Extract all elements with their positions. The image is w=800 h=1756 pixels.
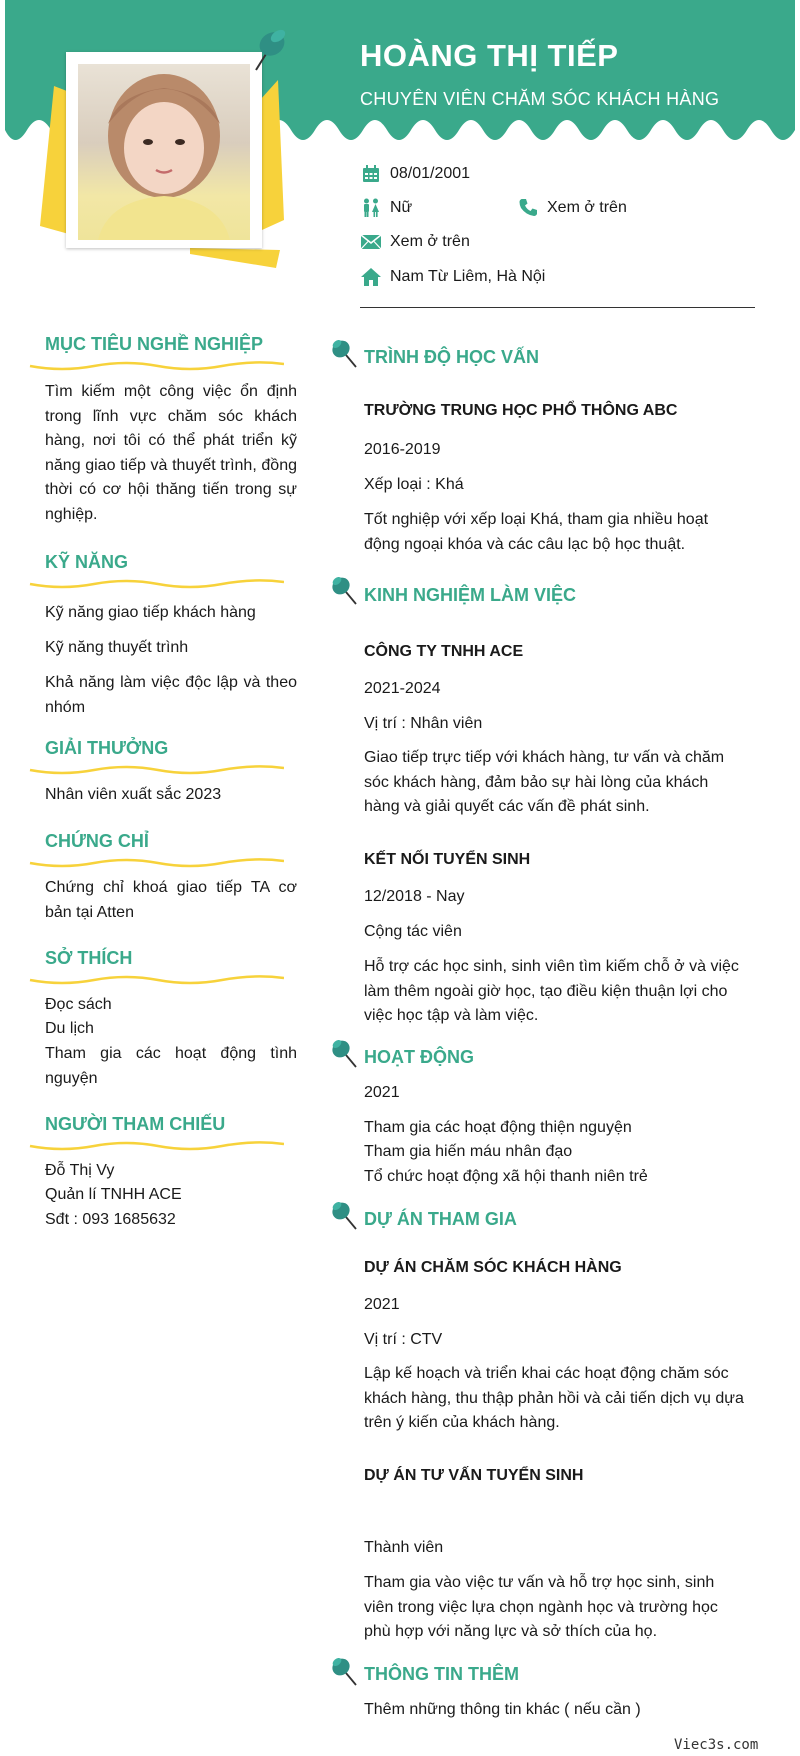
section-underline [28,360,284,372]
project-description: Tham gia vào việc tư vấn và hỗ trợ học sinh, sinh viên trong việc lựa chọn ngành học và trường học phù hợp với năng lực và sở thích của họ. [364,1574,718,1640]
phone-icon [517,198,539,218]
job-title: CHUYÊN VIÊN CHĂM SÓC KHÁCH HÀNG [360,89,720,109]
project-description: Lập kế hoạch và triển khai các hoạt động chăm sóc khách hàng, thu thập phản hồi và cải tiến dịch vụ dựa trên ý kiến của khách hàng. [364,1365,744,1431]
skill-item: Kỹ năng giao tiếp khách hàng [45,604,256,621]
career-goal-heading: MỤC TIÊU NGHỀ NGHIỆP [45,334,264,354]
project-role: Vị trí : CTV [364,1331,443,1348]
activity-item: Tham gia các hoạt động thiện nguyện [364,1119,632,1136]
envelope-icon [360,232,382,252]
hobby-item: Tham gia các hoạt động tình nguyện [45,1045,297,1087]
project-name: DỰ ÁN CHĂM SÓC KHÁCH HÀNG [364,1259,622,1276]
reference-item: Đỗ Thị Vy [45,1162,115,1179]
education-heading: TRÌNH ĐỘ HỌC VẤN [364,347,539,367]
education-grade: Xếp loại : Khá [364,476,464,493]
birthday-value: 08/01/2001 [390,165,471,182]
education-description: Tốt nghiệp với xếp loại Khá, tham gia nhiều hoạt động ngoại khóa và các câu lạc bộ học thuật. [364,511,709,553]
pushpin-icon [330,1037,360,1069]
education-period: 2016-2019 [364,441,441,458]
pushpin-icon [330,574,360,606]
activity-item: Tham gia hiến máu nhân đạo [364,1143,573,1160]
section-underline [28,578,284,590]
hobby-item: Đọc sách [45,996,112,1013]
site-watermark: Viec3s.com [674,1737,759,1753]
hobbies-heading: SỞ THÍCH [45,948,133,968]
skill-item: Kỹ năng thuyết trình [45,639,189,656]
activities-heading: HOẠT ĐỘNG [364,1047,474,1067]
company-name: KẾT NỐI TUYỂN SINH [364,851,531,868]
additional-info-text: Thêm những thông tin khác ( nếu cần ) [364,1701,641,1718]
certificates-heading: CHỨNG CHỈ [45,831,149,851]
job-position: Vị trí : Nhân viên [364,715,483,732]
job-description: Hỗ trợ các học sinh, sinh viên tìm kiếm chỗ ở và việc làm thêm ngoài giờ học, tạo điều kiện thuận lợi cho việc học tập và làm việc. [364,958,739,1024]
certificate-item: Chứng chỉ khoá giao tiếp TA cơ bản tại Atten [45,879,297,921]
reference-item: Quản lí TNHH ACE [45,1186,182,1203]
job-position: Cộng tác viên [364,923,462,940]
job-description: Giao tiếp trực tiếp với khách hàng, tư vấn và chăm sóc khách hàng, đảm bảo sự hài lòng của khách hàng và giải quyết các vấn đề phát sinh. [364,749,725,815]
awards-heading: GIẢI THƯỞNG [45,738,169,758]
skills-heading: KỸ NĂNG [45,552,129,572]
section-underline [28,764,284,776]
activity-item: Tổ chức hoạt động xã hội thanh niên trẻ [364,1168,648,1185]
email-value: Xem ở trên [390,233,470,250]
pushpin-icon [330,1199,360,1231]
project-year: 2021 [364,1296,400,1313]
project-name: DỰ ÁN TƯ VẤN TUYỂN SINH [364,1467,584,1484]
reference-item: Sđt : 093 1685632 [45,1211,176,1228]
phone-value: Xem ở trên [547,199,627,216]
gender-value: Nữ [390,199,413,216]
project-role: Thành viên [364,1539,444,1556]
contact-divider [360,307,755,308]
skill-item: Khả năng làm việc độc lập và theo nhóm [45,674,297,716]
section-underline [28,974,284,986]
experience-heading: KINH NGHIỆM LÀM VIỆC [364,585,577,605]
additional-info-heading: THÔNG TIN THÊM [364,1664,519,1684]
contact-address [360,267,545,287]
pushpin-icon [330,1655,360,1687]
section-underline [28,1140,284,1152]
award-item: Nhân viên xuất sắc 2023 [45,786,222,803]
candidate-name: HOÀNG THỊ TIẾP [360,38,619,73]
contact-phone[interactable] [517,198,627,218]
contact-gender [360,198,412,218]
job-period: 2021-2024 [364,680,441,697]
pushpin-icon [330,337,360,369]
contact-birthday [360,164,470,184]
job-period: 12/2018 - Nay [364,888,465,905]
hobby-item: Du lịch [45,1020,94,1037]
pushpin-icon [248,26,288,74]
references-heading: NGƯỜI THAM CHIẾU [45,1114,226,1134]
photo-frame [66,52,262,248]
home-icon [360,267,382,287]
school-name: TRƯỜNG TRUNG HỌC PHỔ THÔNG ABC [364,402,678,419]
profile-photo [78,64,250,240]
contact-email[interactable] [360,232,470,252]
section-underline [28,857,284,869]
company-name: CÔNG TY TNHH ACE [364,643,524,660]
career-goal-text: Tìm kiếm một công việc ổn định trong lĩnh vực chăm sóc khách hàng, nơi tôi có thể phát triển kỹ năng giao tiếp và thuyết trình, đồng thời có cơ hội thăng tiến trong sự nghiệp. [45,383,297,523]
projects-heading: DỰ ÁN THAM GIA [364,1209,517,1229]
address-value: Nam Từ Liêm, Hà Nội [390,268,546,285]
activities-year: 2021 [364,1084,400,1101]
calendar-icon [360,164,382,184]
gender-icon [360,198,382,218]
